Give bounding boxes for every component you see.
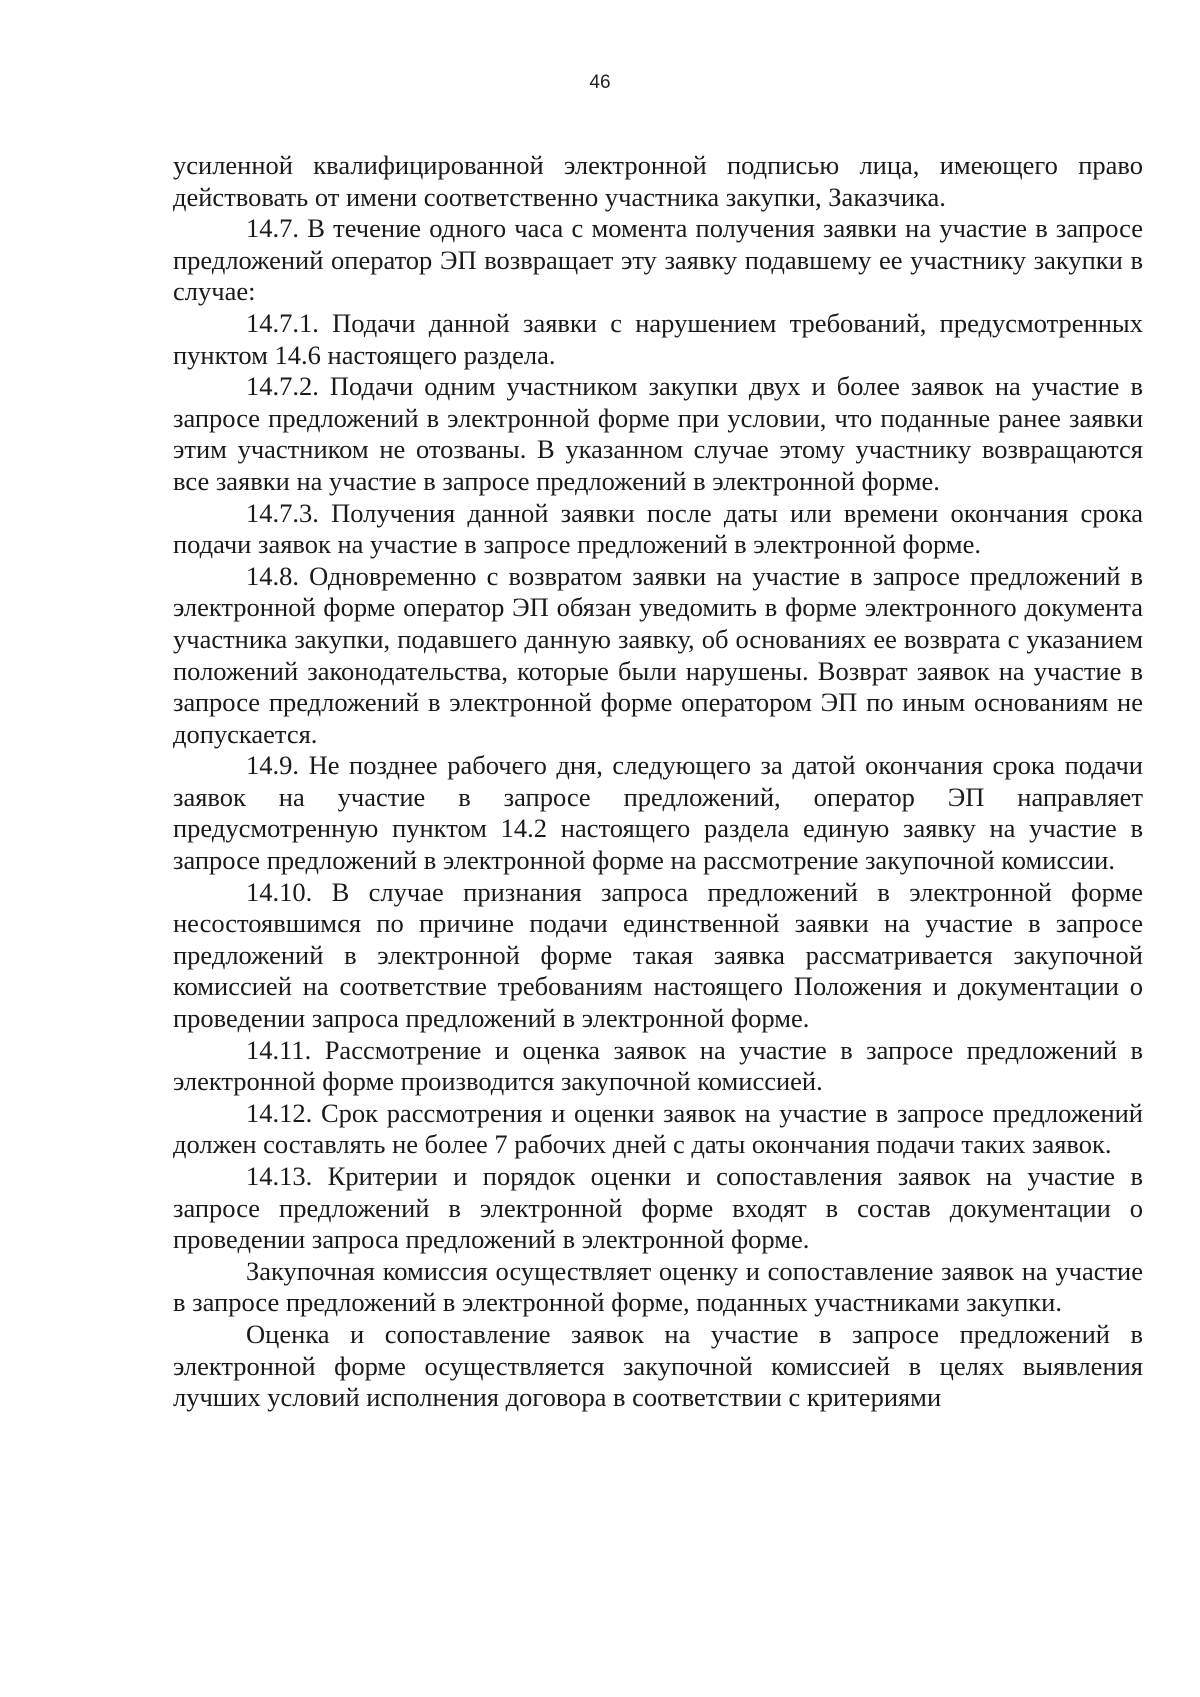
paragraph-14-8: 14.8. Одновременно с возвратом заявки на участие в запросе предложений в электронной форме оператор ЭП обязан уведомить в форме электронного документа участника закупки, подавшего данную заявку, об основаниях ее возврата с указанием положений законодательства, которые были нарушены. Возврат заявок на участие в запросе предложений в электронной форме оператором ЭП по иным основаниям не допускается.	[173, 560, 1143, 749]
paragraph-14-7-3: 14.7.3. Получения данной заявки после даты или времени окончания срока подачи заявок на участие в запросе предложений в электронной форме.	[173, 497, 1143, 560]
paragraph-evaluation-criteria: Оценка и сопоставление заявок на участие в запросе предложений в электронной форме осуществляется закупочной комиссией в целях выявления лучших условий исполнения договора в соответствии с критериями	[173, 1318, 1143, 1413]
paragraph-14-11: 14.11. Рассмотрение и оценка заявок на участие в запросе предложений в электронной форме производится закупочной комиссией.	[173, 1034, 1143, 1097]
paragraph-14-12: 14.12. Срок рассмотрения и оценки заявок на участие в запросе предложений должен составлять не более 7 рабочих дней с даты окончания подачи таких заявок.	[173, 1097, 1143, 1160]
document-body	[173, 150, 1143, 1414]
page-number: 46	[589, 72, 611, 93]
paragraph-continuation: усиленной квалифицированной электронной подписью лица, имеющего право действовать от имени соответственно участника закупки, Заказчика.	[173, 150, 1143, 212]
paragraph-14-7-2: 14.7.2. Подачи одним участником закупки двух и более заявок на участие в запросе предложений в электронной форме при условии, что поданные ранее заявки этим участником не отозваны. В указанном случае этому участнику возвращаются все заявки на участие в запросе предложений в электронной форме.	[173, 371, 1143, 496]
paragraph-14-13: 14.13. Критерии и порядок оценки и сопоставления заявок на участие в запросе предложений в электронной форме входят в состав документации о проведении запроса предложений в электронной форме.	[173, 1161, 1143, 1255]
paragraph-14-10: 14.10. В случае признания запроса предложений в электронной форме несостоявшимся по причине подачи единственной заявки на участие в запросе предложений в электронной форме такая заявка рассматривается закупочной комиссией на соответствие требованиям настоящего Положения и документации о проведении запроса предложений в электронной форме.	[173, 876, 1143, 1034]
paragraph-14-7: 14.7. В течение одного часа с момента получения заявки на участие в запросе предложений оператор ЭП возвращает эту заявку подавшему ее участнику закупки в случае:	[173, 213, 1143, 307]
paragraph-commission-evaluation: Закупочная комиссия осуществляет оценку и сопоставление заявок на участие в запросе предложений в электронной форме, поданных участниками закупки.	[173, 1255, 1143, 1318]
paragraph-14-9: 14.9. Не позднее рабочего дня, следующего за датой окончания срока подачи заявок на участие в запросе предложений, оператор ЭП направляет предусмотренную пунктом 14.2 настоящего раздела единую заявку на участие в запросе предложений в электронной форме на рассмотрение закупочной комиссии.	[173, 750, 1143, 876]
paragraph-14-7-1: 14.7.1. Подачи данной заявки с нарушением требований, предусмотренных пунктом 14.6 настоящего раздела.	[173, 307, 1143, 370]
